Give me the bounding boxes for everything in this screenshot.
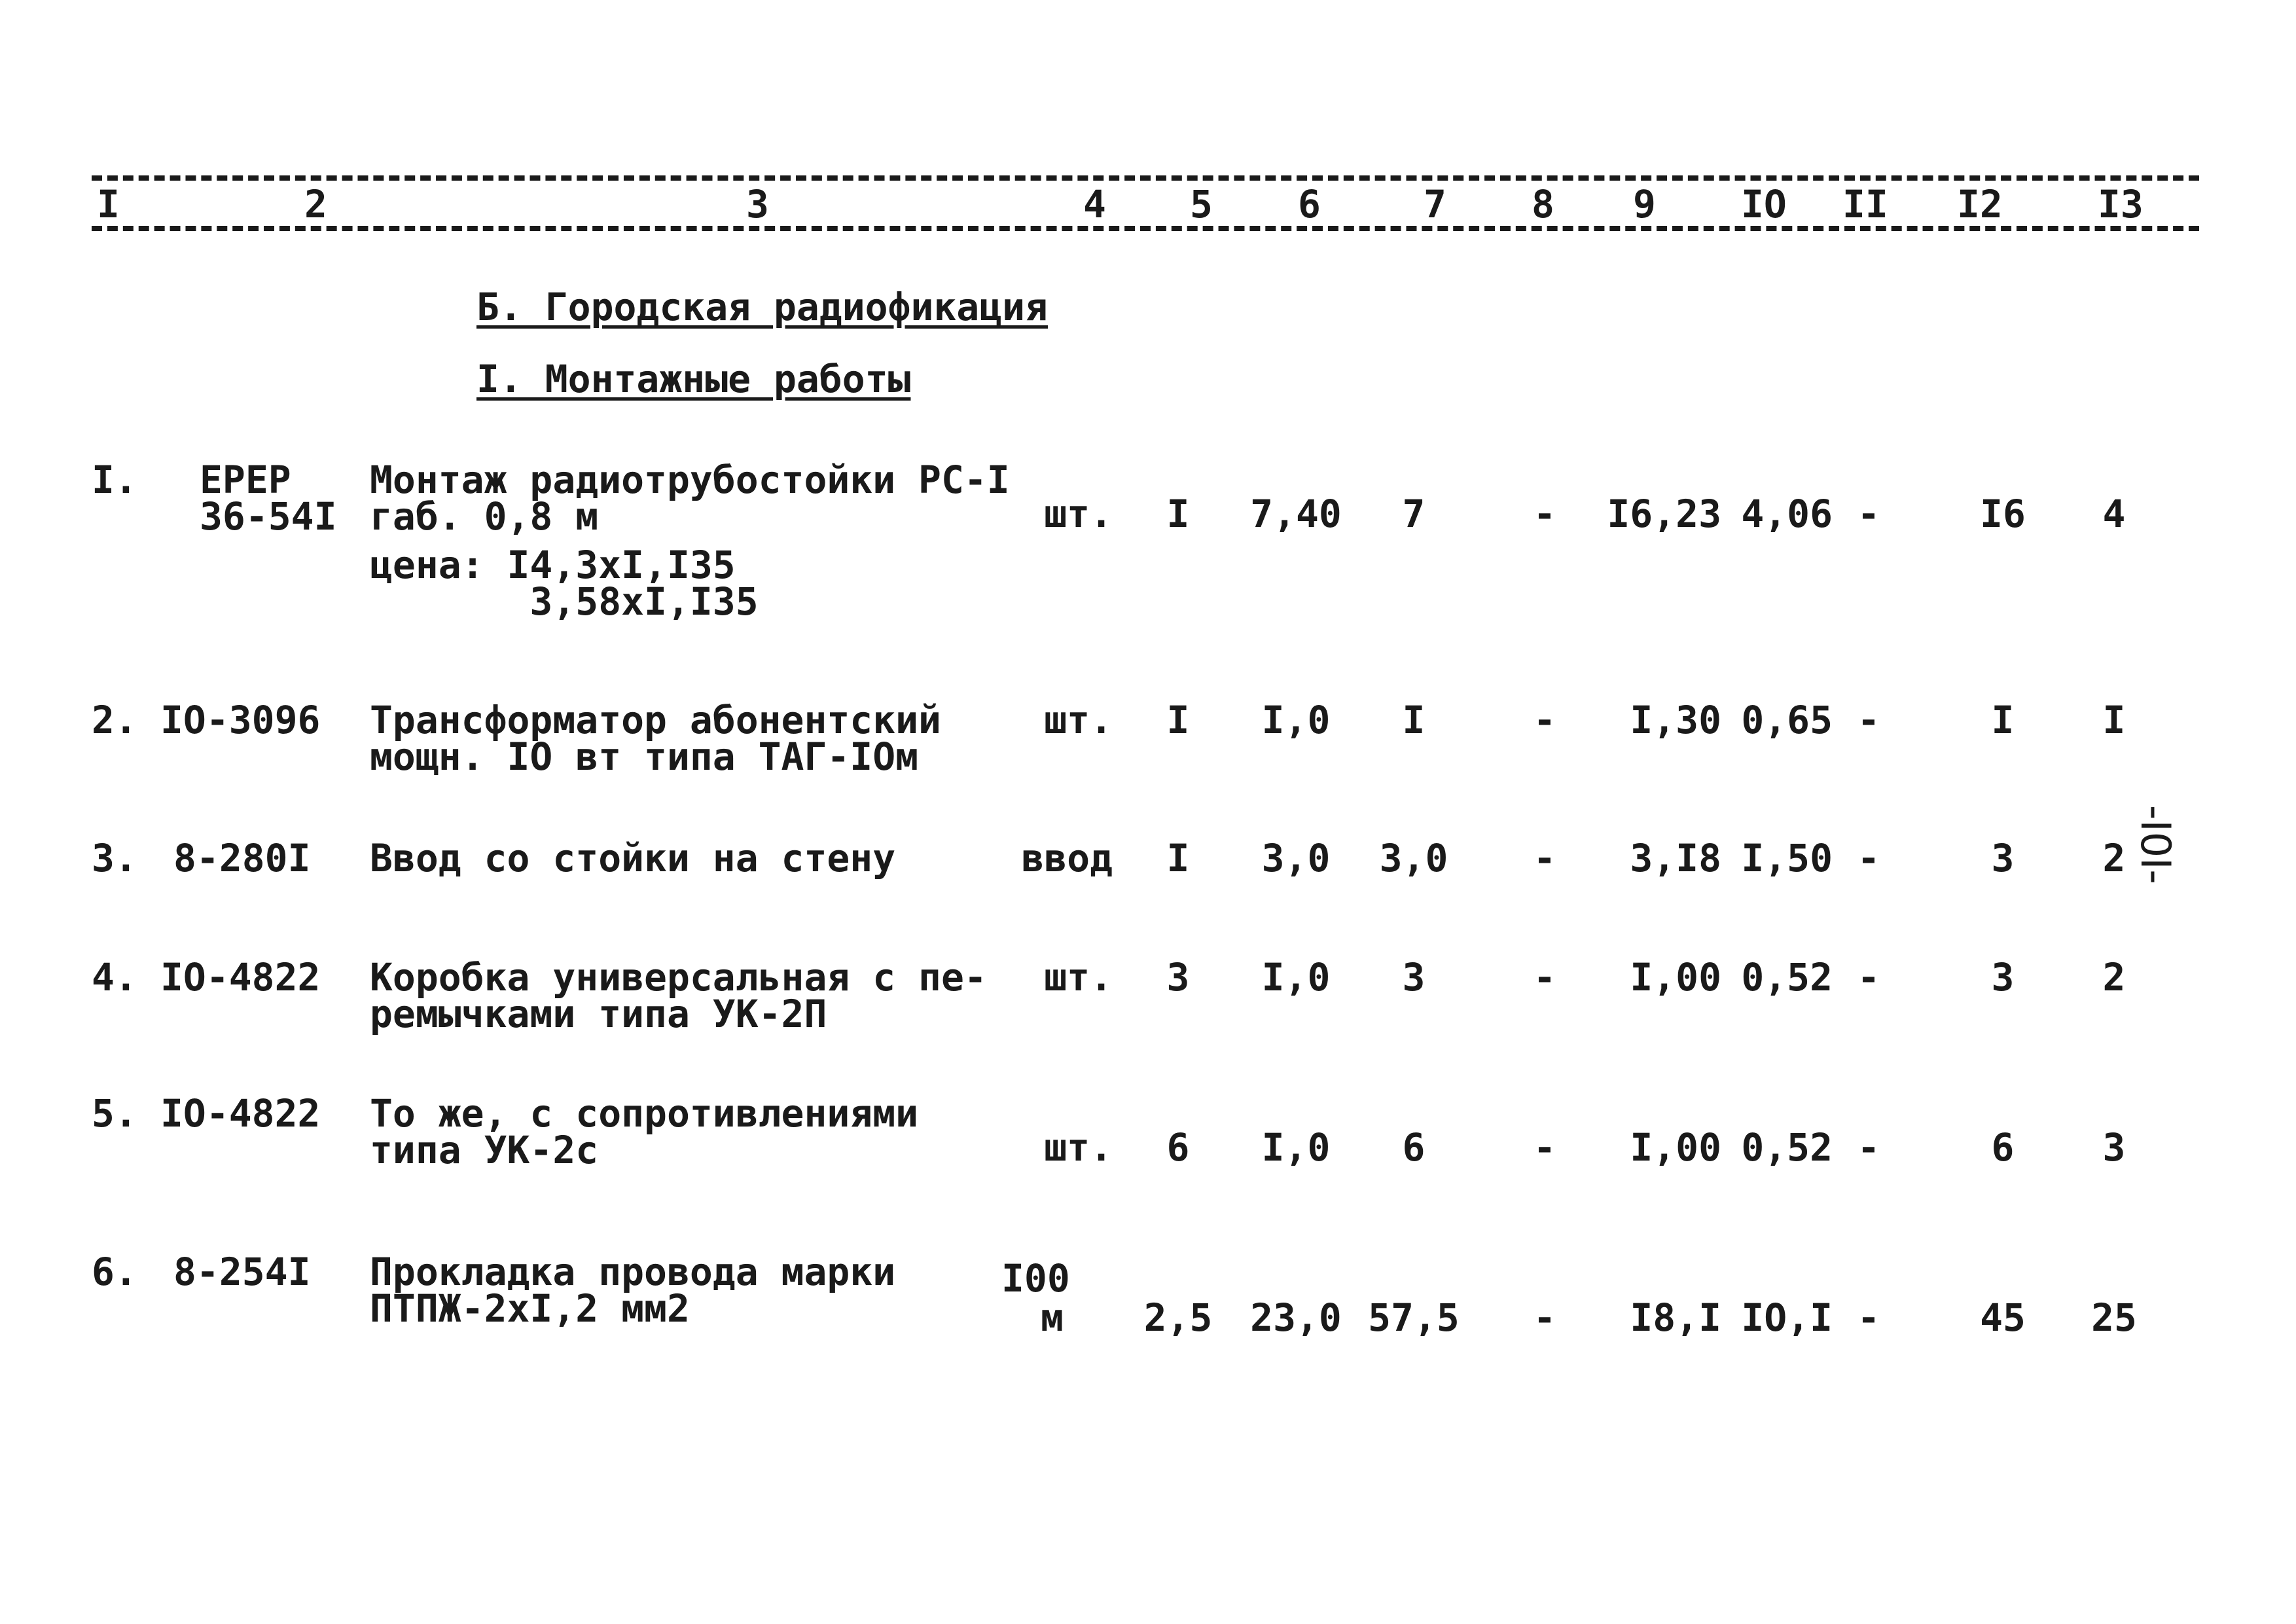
row-number: 5. xyxy=(92,1091,137,1136)
column-number-9: 9 xyxy=(1633,182,1656,226)
row-description: Прокладка провода марки ПТПЖ-2хI,2 мм2 xyxy=(370,1250,896,1331)
row-col6: 23,0 xyxy=(1250,1295,1342,1340)
row-description: Монтаж радиотрубостойки РС-I габ. 0,8 м xyxy=(370,458,1010,539)
row-unit: шт. xyxy=(1044,492,1113,536)
row-col5: I xyxy=(1166,698,1190,742)
row-unit: шт. xyxy=(1044,1125,1113,1170)
row-col8: - xyxy=(1533,1125,1556,1170)
row-col12: 6 xyxy=(1991,1125,2015,1170)
row-col6: I,0 xyxy=(1261,698,1331,742)
section-subtitle-text: I. Монтажные работы xyxy=(476,357,911,401)
row-col13: 25 xyxy=(2091,1295,2137,1340)
row-col5: 6 xyxy=(1166,1125,1190,1170)
row-unit: м xyxy=(1041,1295,1064,1340)
row-unit: шт. xyxy=(1044,698,1113,742)
section-title-text: Б. Городская радиофикация xyxy=(476,285,1048,329)
column-number-5: 5 xyxy=(1190,182,1213,226)
row-number: 3. xyxy=(92,836,137,880)
row-col11: - xyxy=(1857,698,1880,742)
row-col7: 7 xyxy=(1402,492,1426,536)
row-col6: I,0 xyxy=(1261,955,1331,1000)
section-title xyxy=(476,285,1048,329)
row-col8: - xyxy=(1533,1295,1556,1340)
row-number: 6. xyxy=(92,1250,137,1294)
column-number-8: 8 xyxy=(1532,182,1554,226)
row-number: I. xyxy=(92,458,137,502)
row-col12: I6 xyxy=(1980,492,2026,536)
row-description: То же, с сопротивлениями типа УК-2с xyxy=(370,1091,919,1172)
row-col12: 45 xyxy=(1980,1295,2026,1340)
row-col10: 0,65 xyxy=(1741,698,1833,742)
row-col8: - xyxy=(1533,836,1556,880)
row-unit: ввод xyxy=(1021,836,1113,880)
row-col11: - xyxy=(1857,955,1880,1000)
row-code: 8-254I xyxy=(173,1250,311,1294)
page-number-note: -I0I- xyxy=(2132,805,2179,884)
row-col9: 3,I8 xyxy=(1630,836,1721,880)
row-col7: I xyxy=(1402,698,1426,742)
row-col9: I,00 xyxy=(1630,1125,1721,1170)
row-col9: I,00 xyxy=(1630,955,1721,1000)
row-col11: - xyxy=(1857,1295,1880,1340)
row-col13: 3 xyxy=(2102,1125,2126,1170)
row-description: Трансформатор абонентский мощн. IO вт типа ТАГ-IOм xyxy=(370,698,941,779)
row-code: ЕРЕР 36-54I xyxy=(200,458,337,539)
row-description: Коробка универсальная с пе- ремычками типа УК-2П xyxy=(370,955,987,1036)
row-col10: IO,I xyxy=(1741,1295,1833,1340)
header-top-rule xyxy=(92,175,2199,181)
row-col9: I8,I xyxy=(1630,1295,1721,1340)
row-col6: 3,0 xyxy=(1261,836,1331,880)
row-col11: - xyxy=(1857,836,1880,880)
column-number-12: I2 xyxy=(1957,182,2003,226)
row-col8: - xyxy=(1533,492,1556,536)
column-number-7: 7 xyxy=(1424,182,1446,226)
row-col9: I,30 xyxy=(1630,698,1721,742)
row-code: IO-3096 xyxy=(160,698,321,742)
column-number-11: II xyxy=(1842,182,1888,226)
row-col8: - xyxy=(1533,955,1556,1000)
row-code: IO-4822 xyxy=(160,1091,321,1136)
row-col10: 4,06 xyxy=(1741,492,1833,536)
row-col13: 2 xyxy=(2102,955,2126,1000)
row-col6: I,0 xyxy=(1261,1125,1331,1170)
row-col8: - xyxy=(1533,698,1556,742)
row-number: 2. xyxy=(92,698,137,742)
row-col5: 3 xyxy=(1166,955,1190,1000)
section-subtitle xyxy=(476,357,910,401)
row-col11: - xyxy=(1857,1125,1880,1170)
column-number-3: 3 xyxy=(746,182,769,226)
row-col9: I6,23 xyxy=(1607,492,1721,536)
row-col5: I xyxy=(1166,836,1190,880)
row-col5: I xyxy=(1166,492,1190,536)
row-col7: 3 xyxy=(1402,955,1426,1000)
row-col13: I xyxy=(2102,698,2126,742)
row-col7: 57,5 xyxy=(1368,1295,1460,1340)
column-number-1: I xyxy=(97,182,120,226)
column-number-6: 6 xyxy=(1298,182,1321,226)
row-code: 8-280I xyxy=(173,836,311,880)
row-col6: 7,40 xyxy=(1250,492,1342,536)
column-number-10: IO xyxy=(1741,182,1787,226)
row-col7: 3,0 xyxy=(1379,836,1448,880)
row-col13: 4 xyxy=(2102,492,2126,536)
row-col11: - xyxy=(1857,492,1880,536)
header-bottom-rule xyxy=(92,226,2199,231)
row-description: Ввод со стойки на стену xyxy=(370,836,896,880)
column-number-13: I3 xyxy=(2098,182,2144,226)
row-number: 4. xyxy=(92,955,137,1000)
row-col12: 3 xyxy=(1991,836,2015,880)
row-unit-quantity: I00 xyxy=(1001,1256,1070,1301)
row-price-note: цена: I4,3хI,I35 3,58хI,I35 xyxy=(370,543,759,624)
row-code: IO-4822 xyxy=(160,955,321,1000)
row-unit: шт. xyxy=(1044,955,1113,1000)
row-col13: 2 xyxy=(2102,836,2126,880)
row-col12: 3 xyxy=(1991,955,2015,1000)
row-col10: 0,52 xyxy=(1741,1125,1833,1170)
column-number-2: 2 xyxy=(304,182,327,226)
column-number-4: 4 xyxy=(1083,182,1106,226)
row-col12: I xyxy=(1991,698,2015,742)
row-col10: I,50 xyxy=(1741,836,1833,880)
row-col7: 6 xyxy=(1402,1125,1426,1170)
row-col5: 2,5 xyxy=(1143,1295,1213,1340)
row-col10: 0,52 xyxy=(1741,955,1833,1000)
